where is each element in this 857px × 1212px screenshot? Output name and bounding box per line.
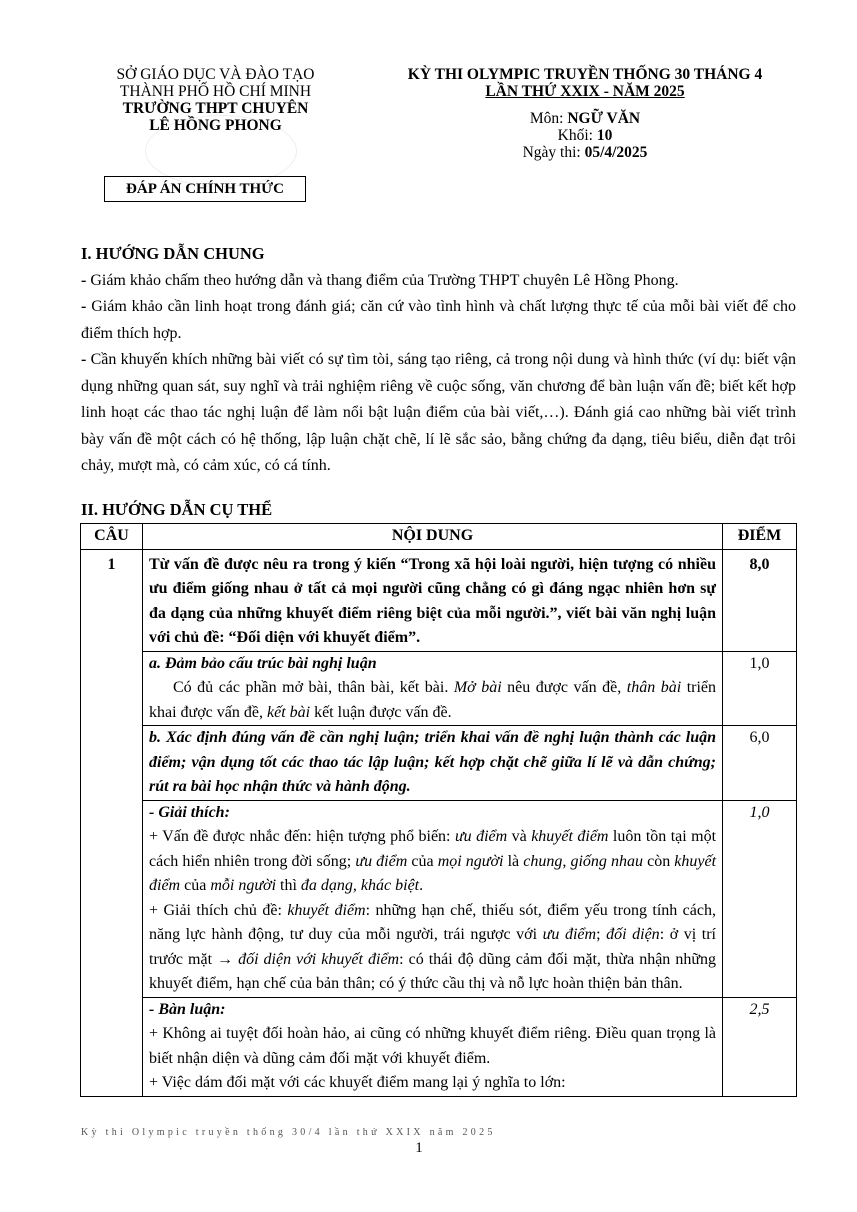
discussion-title: - Bàn luận: — [149, 1000, 226, 1018]
page-number: 1 — [415, 1140, 423, 1156]
question-prompt: Từ vấn đề được nêu ra trong ý kiến “Trong xã hội loài người, hiện tượng có nhiều ưu điểm giống nhau ở tất cả mọi người cũng chẳng có gì đáng ngạc nhiên hơn sự đa dạng của những khuyết điểm riêng biệt của mỗi người.”, viết bài văn nghị luận với chủ đề: “Đối diện với khuyết điểm”. — [143, 549, 723, 651]
grade-line: Khối: 10 — [557, 127, 613, 144]
discussion-point-1: + Không ai tuyệt đối hoàn hảo, ai cũng có những khuyết điểm riêng. Điều quan trọng là biết nhận diện và dũng cảm đối mặt với khuyết điểm. — [149, 1025, 716, 1067]
col-header-diem: ĐIỂM — [723, 524, 797, 550]
col-header-noidung: NỘI DUNG — [143, 524, 723, 550]
city-name: THÀNH PHỐ HỒ CHÍ MINH — [119, 83, 312, 100]
table-row — [81, 549, 797, 651]
school-name-1: TRƯỜNG THPT CHUYÊN — [122, 100, 309, 117]
section2-heading: II. HƯỚNG DẪN CỤ THỂ — [81, 500, 273, 519]
date-value: 05/4/2025 — [584, 144, 648, 161]
subject-value: NGỮ VĂN — [567, 110, 641, 127]
explanation-point-1: + Vấn đề được nhắc đến: hiện tượng phổ biến: ưu điểm và khuyết điểm luôn tồn tại một cách hiển nhiên trong đời sống; ưu điểm của mọi người là chung, giống nhau còn khuyết điểm của mỗi người thì đa dạng, khác biệt. — [149, 828, 717, 894]
explanation-block — [143, 800, 723, 997]
running-footer: Kỳ thi Olympic truyền thống 30/4 lần thứ XXIX năm 2025 — [81, 1127, 496, 1138]
discussion-point-2: + Việc dám đối mặt với các khuyết điểm mang lại ý nghĩa to lớn: — [149, 1074, 566, 1091]
school-name-2: LÊ HỒNG PHONG — [149, 117, 282, 134]
dept-name: SỞ GIÁO DỤC VÀ ĐÀO TẠO — [116, 66, 315, 83]
criterion-a-title: a. Đảm bảo cấu trúc bài nghị luận — [149, 654, 377, 672]
header-right — [375, 66, 795, 161]
question-score: 8,0 — [723, 549, 797, 651]
discussion-score: 2,5 — [723, 997, 797, 1096]
grade-value: 10 — [596, 127, 613, 144]
criterion-b-score: 6,0 — [723, 726, 797, 801]
criterion-a-text: Có đủ các phần mở bài, thân bài, kết bài. Mở bài nêu được vấn đề, thân bài triển khai được vấn đề, kết bài kết luận được vấn đề. — [149, 679, 717, 721]
explanation-title: - Giải thích: — [149, 803, 230, 821]
explanation-score: 1,0 — [723, 800, 797, 997]
table-row — [81, 726, 797, 801]
section1-heading: I. HƯỚNG DẪN CHUNG — [81, 244, 265, 263]
criterion-a — [143, 651, 723, 726]
exam-edition: LẦN THỨ XXIX - NĂM 2025 — [485, 83, 685, 100]
header-left — [88, 66, 343, 134]
grading-table — [80, 523, 797, 1097]
table-header-row — [81, 524, 797, 550]
criterion-b-title: b. Xác định đúng vấn đề cần nghị luận; triển khai vấn đề nghị luận thành các luận điểm; vận dụng tốt các thao tác lập luận; kết hợp chặt chẽ giữa lí lẽ và dẫn chứng; rút ra bài học nhận thức và hành động. — [143, 726, 723, 801]
discussion-block — [143, 997, 723, 1096]
question-number: 1 — [81, 549, 143, 1096]
explanation-point-2: + Giải thích chủ đề: khuyết điểm: những hạn chế, thiếu sót, điểm yếu trong tính cách, năng lực hành động, tư duy của mỗi người, trái ngược với ưu điểm; đối diện: ở vị trí trước mặt → đối diện với khuyết điểm: có thái độ dũng cảm đối mặt, thừa nhận những khuyết điểm, hạn chế của bản thân; có ý thức cầu thị và nỗ lực hoàn thiện bản thân. — [149, 901, 717, 992]
official-answer-stamp: ĐÁP ÁN CHÍNH THỨC — [104, 176, 306, 202]
table-row — [81, 997, 797, 1096]
table-row — [81, 800, 797, 997]
criterion-a-score: 1,0 — [723, 651, 797, 726]
general-rule-3: - Cần khuyến khích những bài viết có sự tìm tòi, sáng tạo riêng, cả trong nội dung và hình thức (ví dụ: biết vận dụng những quan sát, suy nghĩ và trải nghiệm riêng về cuộc sống, văn chương để bàn luận vấn đề; biết kết hợp linh hoạt các thao tác nghị luận để làm nổi bật luận điểm của bài viết,…). Đánh giá cao những bài viết trình bày vấn đề một cách có hệ thống, lập luận chặt chẽ, lí lẽ sắc sảo, bằng chứng đa dạng, tiêu biểu, diễn đạt trôi chảy, mượt mà, có cảm xúc, có cá tính. — [81, 351, 797, 474]
table-row — [81, 651, 797, 726]
general-rule-2: - Giám khảo cần linh hoạt trong đánh giá; căn cứ vào tình hình và chất lượng thực tế của mỗi bài viết để cho điểm thích hợp. — [81, 298, 797, 342]
exam-title: KỲ THI OLYMPIC TRUYỀN THỐNG 30 THÁNG 4 — [407, 66, 763, 83]
date-line: Ngày thi: 05/4/2025 — [522, 144, 648, 161]
subject-line: Môn: NGỮ VĂN — [529, 110, 641, 127]
general-rule-1: - Giám khảo chấm theo hướng dẫn và thang điểm của Trường THPT chuyên Lê Hồng Phong. — [81, 271, 679, 289]
col-header-cau: CÂU — [81, 524, 143, 550]
section-general — [81, 241, 796, 480]
